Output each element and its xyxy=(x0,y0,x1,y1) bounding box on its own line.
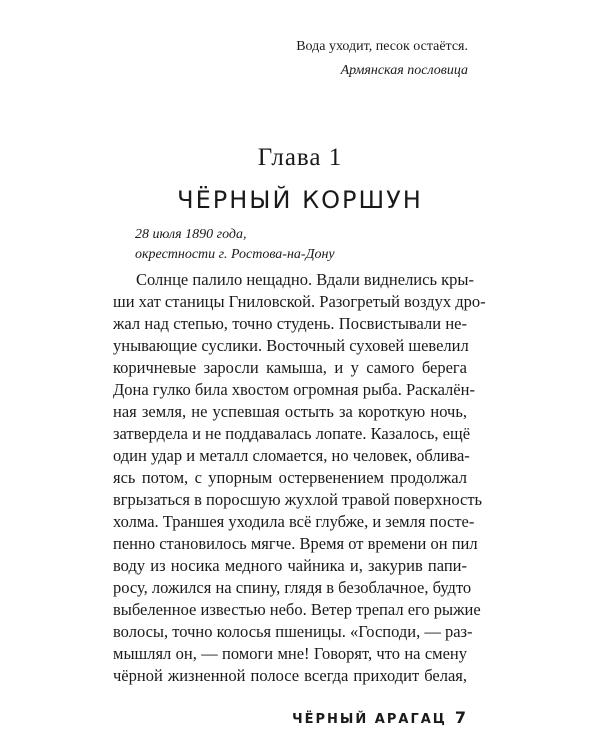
body-text xyxy=(113,269,486,687)
body-line: Солнце палило нещадно. Вдали виднелись кры- xyxy=(136,270,474,289)
body-line: затвердела и не поддавалась лопате. Казалось, ещё xyxy=(113,424,471,443)
epigraph-source: Армянская пословица xyxy=(340,63,468,78)
dateline-place: окрестности г. Ростова-на-Дону xyxy=(135,247,335,262)
body-line: холма. Траншея уходила всё глубже, и земля посте- xyxy=(113,512,475,531)
body-line: ши хат станицы Гниловской. Разогретый воздух дро- xyxy=(113,292,486,311)
running-title: ЧЁРНЫЙ АРАГАЦ xyxy=(292,712,447,727)
body-line: воду из носика медного чайника и, закурив папи- xyxy=(113,556,467,575)
body-line: выбеленное известью небо. Ветер трепал его рыжие xyxy=(113,600,481,619)
body-line: мышлял он, — помоги мне! Говорят, что на смену xyxy=(113,644,467,663)
body-line: вгрызаться в поросшую жухлой травой поверхность xyxy=(113,490,483,509)
body-line: волосы, точно колосья пшеницы. «Господи, — раз- xyxy=(113,622,473,641)
chapter-number: Глава 1 xyxy=(257,144,343,171)
body-line: коричневые заросли камыша, и у самого берега xyxy=(113,358,467,377)
page-footer xyxy=(292,708,466,730)
body-line: чёрной жизненной полосе всегда приходит белая, xyxy=(113,666,467,685)
page-number: 7 xyxy=(454,708,466,727)
body-line: унывающие суслики. Восточный суховей шевелил xyxy=(113,336,469,355)
body-line: Дона гулко била хвостом огромная рыба. Раскалён- xyxy=(113,380,475,399)
body-line: ная земля, не успевшая остыть за короткую ночь, xyxy=(113,402,467,421)
body-line: росу, ложился на спину, глядя в безоблачное, будто xyxy=(113,578,472,597)
body-line: пенно становилось мягче. Время от времени он пил xyxy=(113,534,478,553)
epigraph-quote: Вода уходит, песок остаётся. xyxy=(296,39,468,54)
body-line: жал над степью, точно студень. Посвистывали не- xyxy=(113,314,467,333)
chapter-title: ЧЁРНЫЙ КОРШУН xyxy=(177,186,423,214)
body-line: ясь потом, с упорным остервенением продолжал xyxy=(113,468,467,487)
dateline-date: 28 июля 1890 года, xyxy=(135,227,247,242)
body-line: один удар и металл сломается, но человек, облива- xyxy=(113,446,470,465)
